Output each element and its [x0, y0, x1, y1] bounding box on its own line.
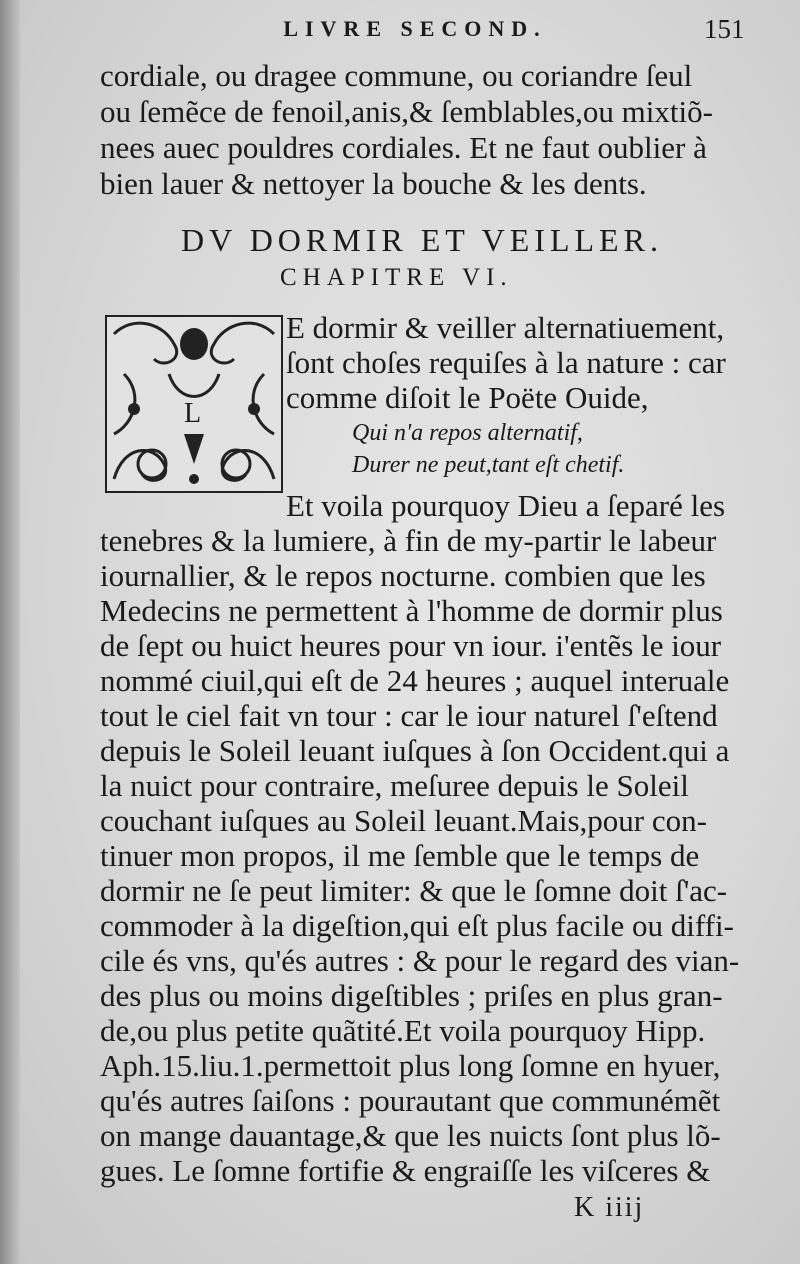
text-line: la nuict pour contraire, meſuree depuis le Soleil: [100, 768, 689, 803]
text-line: tenebres & la lumiere, à fin de my-partir le labeur: [100, 523, 717, 558]
text-line: depuis le Soleil leuant iuſques à ſon Occident.qui a: [100, 733, 730, 768]
text-line: tinuer mon propos, il me ſemble que le temps de: [100, 838, 700, 873]
verse-line: Durer ne peut,tant eſt chetif.: [352, 452, 625, 478]
text-line: de ſept ou huict heures pour vn iour. i'entẽs le iour: [100, 628, 722, 663]
text-line: E dormir & veiller alternatiuement,: [286, 310, 725, 345]
signature-mark: K iiij: [574, 1192, 645, 1223]
text-line: Et voila pourquoy Dieu a ſeparé les: [286, 488, 726, 523]
text-line: couchant iuſques au Soleil leuant.Mais,pour con-: [100, 803, 707, 838]
text-line: commoder à la digeſtion,qui eſt plus facile ou diffi-: [100, 908, 734, 943]
running-title: LIVRE SECOND.: [283, 16, 547, 41]
text-line: de,ou plus petite quãtité.Et voila pourquoy Hipp.: [100, 1013, 706, 1048]
text-line: nees auec pouldres cordiales. Et ne faut oublier à: [100, 130, 707, 165]
text-line: nommé ciuil,qui eſt de 24 heures ; auquel interuale: [100, 663, 730, 698]
text-line: qu'és autres ſaiſons : pourautant que communémẽt: [100, 1083, 721, 1118]
text-line: tout le ciel fait vn tour : car le iour naturel ſ'eſtend: [100, 698, 718, 733]
text-line: des plus ou moins digeſtibles ; priſes en plus gran-: [100, 978, 723, 1013]
ornamental-initial: [104, 314, 284, 494]
section-heading: DV DORMIR ET VEILLER.: [181, 222, 663, 258]
text-line: ſont choſes requiſes à la nature : car: [286, 345, 726, 380]
text-line: on mange dauantage,& que les nuicts ſont plus lõ-: [100, 1118, 721, 1153]
text-line: ou ſemẽce de fenoil,anis,& ſemblables,ou mixtiõ-: [100, 94, 713, 129]
text-line: cile és vns, qu'és autres : & pour le regard des vian-: [100, 943, 740, 978]
text-line: comme diſoit le Poëte Ouide,: [286, 380, 649, 415]
text-line: dormir ne ſe peut limiter: & que le ſomne doit ſ'ac-: [100, 873, 728, 908]
text-line: bien lauer & nettoyer la bouche & les dents.: [100, 166, 647, 201]
chapter-title: CHAPITRE VI.: [280, 264, 513, 291]
text-line: Aph.15.liu.1.permettoit plus long ſomne en hyuer,: [100, 1048, 721, 1083]
drop-cap-letter: L: [184, 398, 202, 429]
page-gutter-edge: [0, 0, 20, 1264]
text-line: iournallier, & le repos nocturne. combien que les: [100, 558, 706, 593]
text-line: Medecins ne permettent à l'homme de dormir plus: [100, 593, 723, 628]
text-line: cordiale, ou dragee commune, ou coriandre ſeul: [100, 58, 693, 93]
page-number: 151: [704, 14, 745, 44]
verse-line: Qui n'a repos alternatif,: [352, 420, 583, 446]
text-line: gues. Le ſomne fortifie & engraiſſe les viſceres &: [100, 1153, 711, 1188]
